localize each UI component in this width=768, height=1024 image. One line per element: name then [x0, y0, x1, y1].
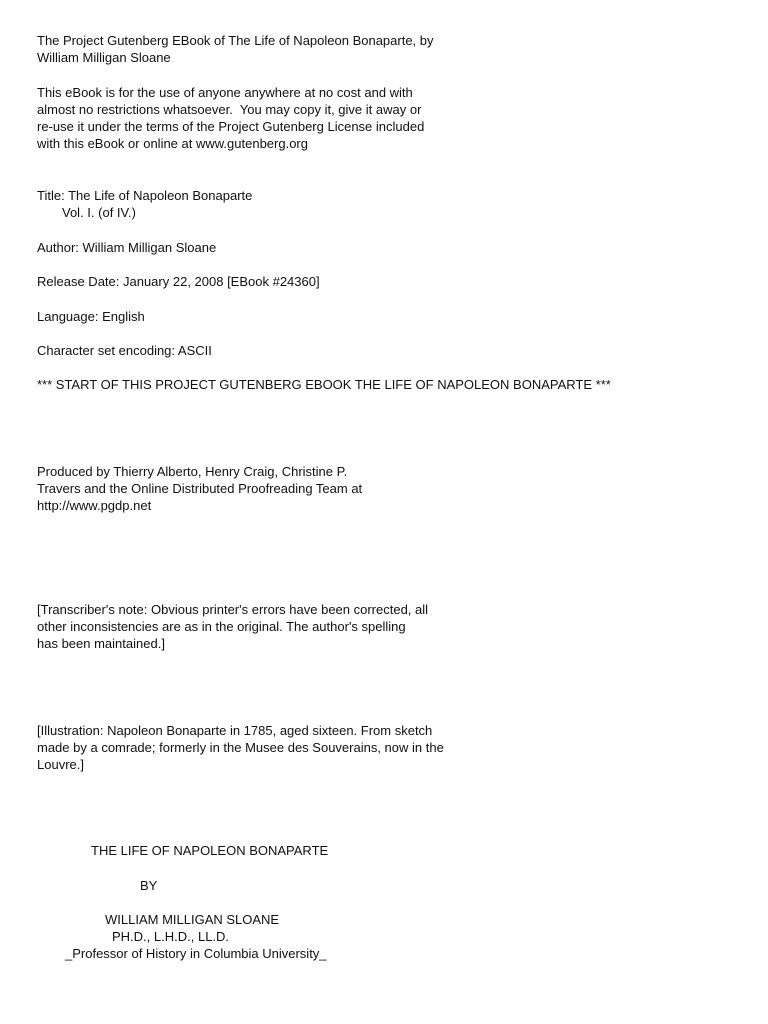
credits-url-line: http://www.pgdp.net	[37, 498, 152, 513]
title-line: Title: The Life of Napoleon Bonaparte	[37, 188, 253, 203]
license-line-1: This eBook is for the use of anyone anywhere at no cost and with	[37, 85, 413, 100]
book-author: WILLIAM MILLIGAN SLOANE	[105, 912, 280, 927]
author-line: Author: William Milligan Sloane	[37, 240, 217, 255]
transcriber-note-line-3: has been maintained.]	[37, 636, 165, 651]
by-line: BY	[140, 878, 158, 893]
license-line-4: with this eBook or online at www.gutenberg.org	[37, 136, 308, 151]
illustration-note-line-1: [Illustration: Napoleon Bonaparte in 1785, aged sixteen. From sketch	[37, 723, 433, 738]
header-line-1: The Project Gutenberg EBook of The Life of Napoleon Bonaparte, by	[37, 33, 434, 48]
license-line-2: almost no restrictions whatsoever. You may copy it, give it away or	[37, 102, 422, 117]
book-title: THE LIFE OF NAPOLEON BONAPARTE	[91, 843, 329, 858]
transcriber-note-line-2: other inconsistencies are as in the original. The author's spelling	[37, 619, 406, 634]
author-degrees: PH.D., L.H.D., LL.D.	[112, 929, 230, 944]
transcriber-note-line-1: [Transcriber's note: Obvious printer's errors have been corrected, all	[37, 602, 429, 617]
volume-line: Vol. I. (of IV.)	[62, 205, 136, 220]
illustration-note-line-3: Louvre.]	[37, 757, 84, 772]
header-line-2: William Milligan Sloane	[37, 50, 171, 65]
charset-line: Character set encoding: ASCII	[37, 343, 212, 358]
release-date-line: Release Date: January 22, 2008 [EBook #24360]	[37, 274, 320, 289]
illustration-note-line-2: made by a comrade; formerly in the Musee des Souverains, now in the	[37, 740, 444, 755]
start-marker-line: *** START OF THIS PROJECT GUTENBERG EBOOK THE LIFE OF NAPOLEON BONAPARTE ***	[37, 377, 611, 392]
credits-line-1: Produced by Thierry Alberto, Henry Craig, Christine P.	[37, 464, 348, 479]
license-line-3: re-use it under the terms of the Project Gutenberg License included	[37, 119, 425, 134]
credits-line-2: Travers and the Online Distributed Proofreading Team at	[37, 481, 363, 496]
author-position: _Professor of History in Columbia University_	[65, 946, 327, 961]
language-line: Language: English	[37, 309, 145, 324]
